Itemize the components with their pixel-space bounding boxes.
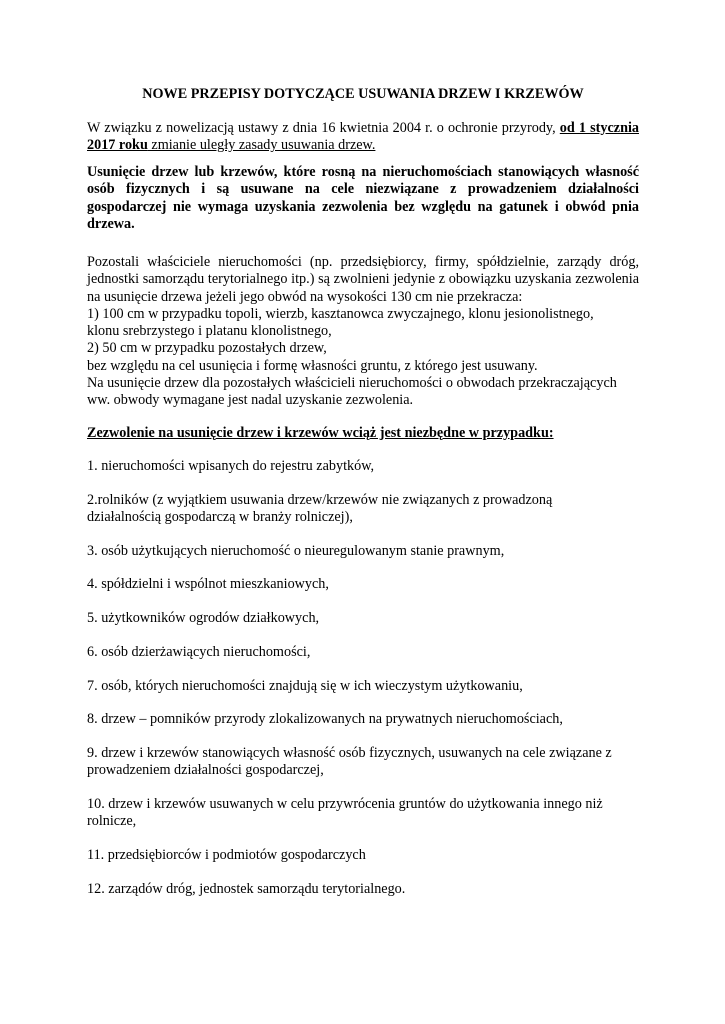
list-item: 11. przedsiębiorców i podmiotów gospodarczych [87,847,366,863]
list-item: 8. drzew – pomników przyrody zlokalizowanych na prywatnych nieruchomościach, [87,711,563,727]
paragraph-line: bez względu na cel usunięcia i formę własności gruntu, z którego jest usuwany. [87,357,538,374]
other-owners-intro: Pozostali właściciele nieruchomości (np. przedsiębiorcy, firmy, spółdzielnie, zarządy dróg, jednostki samorządu terytorialnego itp.) są zwolnieni jedynie z obowiązku uzyskania zezwolenia na usunięcie drzewa jeżeli jego obwód na wysokości 130 cm nie przekracza: [87,254,639,305]
list-item: 12. zarządów dróg, jednostek samorządu terytorialnego. [87,881,406,897]
other-owners-paragraph [87,254,639,410]
paragraph-line: klonu srebrzystego i platanu klonolistnego, [87,323,332,340]
list-item: 7. osób, których nieruchomości znajdują się w ich wieczystym użytkowaniu, [87,678,523,694]
bold-exemption-paragraph: Usunięcie drzew lub krzewów, które rosną na nieruchomościach stanowiących własność osób fizycznych i są usuwane na cele niezwiązane z prowadzeniem działalności gospodarczej nie wymaga uzyskania zezwolenia bez względu na gatunek i obwód pnia drzewa. [87,164,639,232]
paragraph-line: 2) 50 cm w przypadku pozostałych drzew, [87,340,327,357]
intro-text-after: zmianie uległy zasady usuwania drzew. [147,137,376,154]
list-item: 5. użytkowników ogrodów działkowych, [87,610,320,626]
document-title: NOWE PRZEPISY DOTYCZĄCE USUWANIA DRZEW I KRZEWÓW [142,86,584,102]
paragraph-line: 1) 100 cm w przypadku topoli, wierzb, kasztanowca zwyczajnego, klonu jesionolistnego, [87,305,594,322]
list-item: 10. drzew i krzewów usuwanych w celu przywrócenia gruntów do użytkowania innego niż rolnicze, [87,796,603,830]
list-item: 6. osób dzierżawiących nieruchomości, [87,644,311,660]
paragraph-line: ww. obwody wymagane jest nadal uzyskanie zezwolenia. [87,392,414,409]
intro-paragraph [87,120,639,155]
list-item: 3. osób użytkujących nieruchomość o nieuregulowanym stanie prawnym, [87,543,505,559]
list-heading: Zezwolenie na usunięcie drzew i krzewów wciąż jest niezbędne w przypadku: [87,425,554,441]
list-item: 4. spółdzielni i wspólnot mieszkaniowych, [87,576,329,592]
intro-text-before: W związku z nowelizacją ustawy z dnia 16 kwietnia 2004 r. o ochronie przyrody, [87,120,560,136]
list-item: 9. drzew i krzewów stanowiących własność osób fizycznych, usuwanych na cele związane z prowadzeniem działalności gospodarczej, [87,745,612,779]
intro-effective-date: od 1 stycznia 2017 roku [87,120,639,154]
list-item: 2.rolników (z wyjątkiem usuwania drzew/krzewów nie związanych z prowadzoną działalnością gospodarczą w branży rolniczej), [87,492,553,526]
paragraph-line: Na usunięcie drzew dla pozostałych właścicieli nieruchomości o obwodach przekraczających [87,375,617,392]
list-item: 1. nieruchomości wpisanych do rejestru zabytków, [87,458,375,474]
